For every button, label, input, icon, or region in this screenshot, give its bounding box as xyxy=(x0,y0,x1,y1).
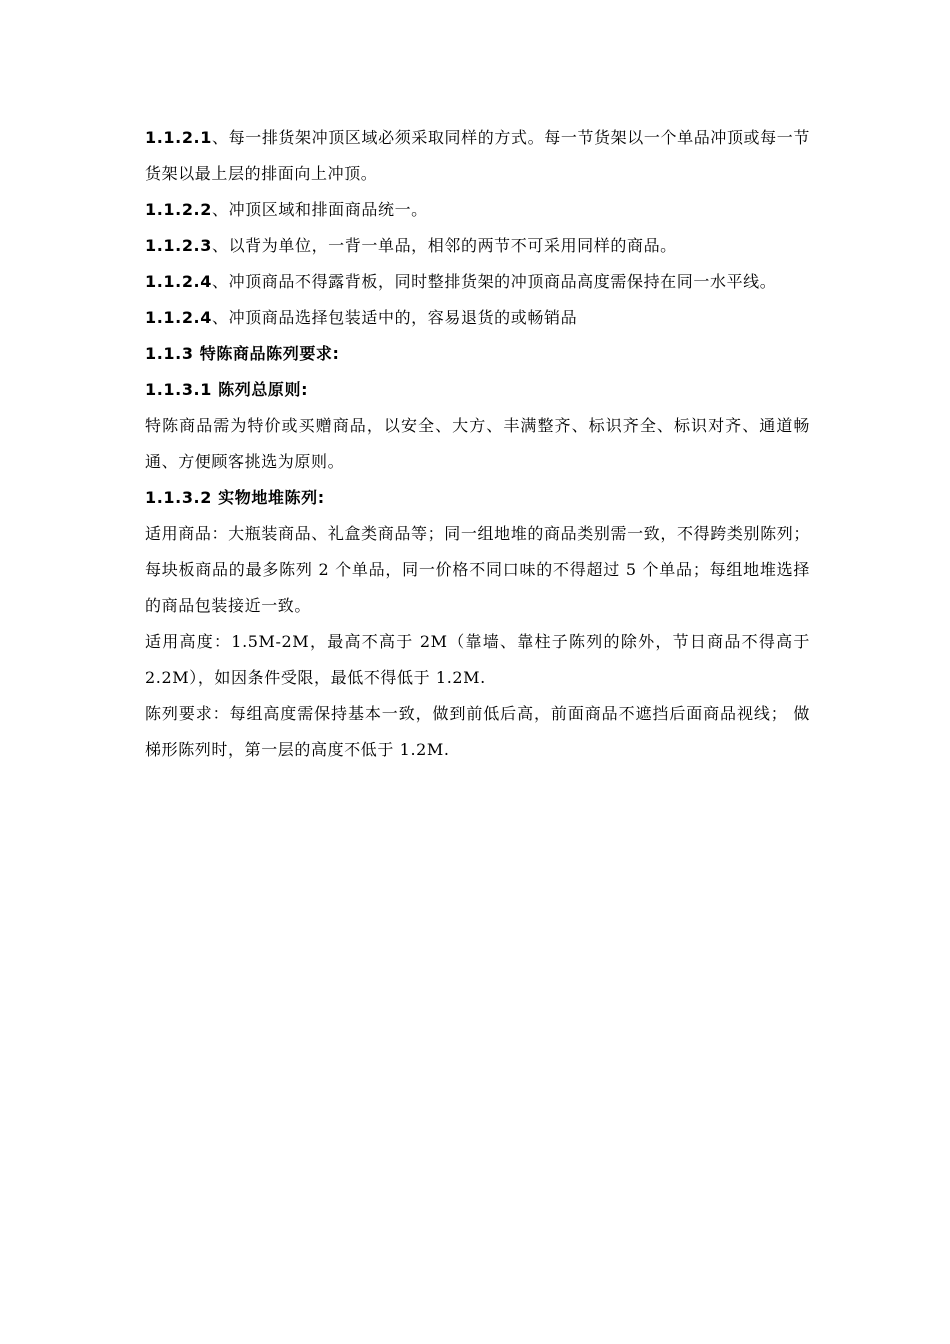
document-page xyxy=(145,120,810,768)
item-number: 1.1.2.4 xyxy=(145,308,212,327)
item-text: 、冲顶商品不得露背板，同时整排货架的冲顶商品高度需保持在同一水平线。 xyxy=(211,272,777,291)
item-number: 1.1.2.2 xyxy=(145,200,212,219)
principle-paragraph: 特陈商品需为特价或买赠商品，以安全、大方、丰满整齐、标识齐全、标识对齐、通道畅通、方便顾客挑选为原则。 xyxy=(145,416,810,471)
item-1-1-2-1 xyxy=(145,120,810,192)
item-number: 1.1.2.1 xyxy=(145,128,212,147)
applicable-goods-paragraph: 适用商品：大瓶装商品、礼盒类商品等；同一组地堆的商品类别需一致，不得跨类别陈列；每块板商品的最多陈列 2 个单品，同一价格不同口味的不得超过 5 个单品；每组地堆选择的商品包装接近一致。 xyxy=(145,524,810,615)
item-1-1-2-3 xyxy=(145,228,810,264)
section-heading-1-1-3: 1.1.3 特陈商品陈列要求: xyxy=(145,344,340,363)
item-number: 1.1.2.4 xyxy=(145,272,212,291)
item-text: 、冲顶区域和排面商品统一。 xyxy=(211,200,428,219)
item-number: 1.1.2.3 xyxy=(145,236,212,255)
section-heading-1-1-3-1: 1.1.3.1 陈列总原则: xyxy=(145,380,309,399)
display-requirements-paragraph: 陈列要求：每组高度需保持基本一致，做到前低后高，前面商品不遮挡后面商品视线； 做梯形陈列时，第一层的高度不低于 1.2M. xyxy=(145,704,810,759)
item-text: 、每一排货架冲顶区域必须采取同样的方式。每一节货架以一个单品冲顶或每一节货架以最上层的排面向上冲顶。 xyxy=(145,128,810,183)
item-1-1-2-4-b xyxy=(145,300,810,336)
item-text: 、以背为单位，一背一单品，相邻的两节不可采用同样的商品。 xyxy=(211,236,677,255)
item-1-1-2-4 xyxy=(145,264,810,300)
item-text: 、冲顶商品选择包装适中的，容易退货的或畅销品 xyxy=(211,308,578,327)
applicable-height-paragraph: 适用高度：1.5M-2M，最高不高于 2M（靠墙、靠柱子陈列的除外，节日商品不得高于 2.2M），如因条件受限，最低不得低于 1.2M. xyxy=(145,632,810,687)
item-1-1-2-2 xyxy=(145,192,810,228)
section-heading-1-1-3-2: 1.1.3.2 实物地堆陈列: xyxy=(145,488,325,507)
